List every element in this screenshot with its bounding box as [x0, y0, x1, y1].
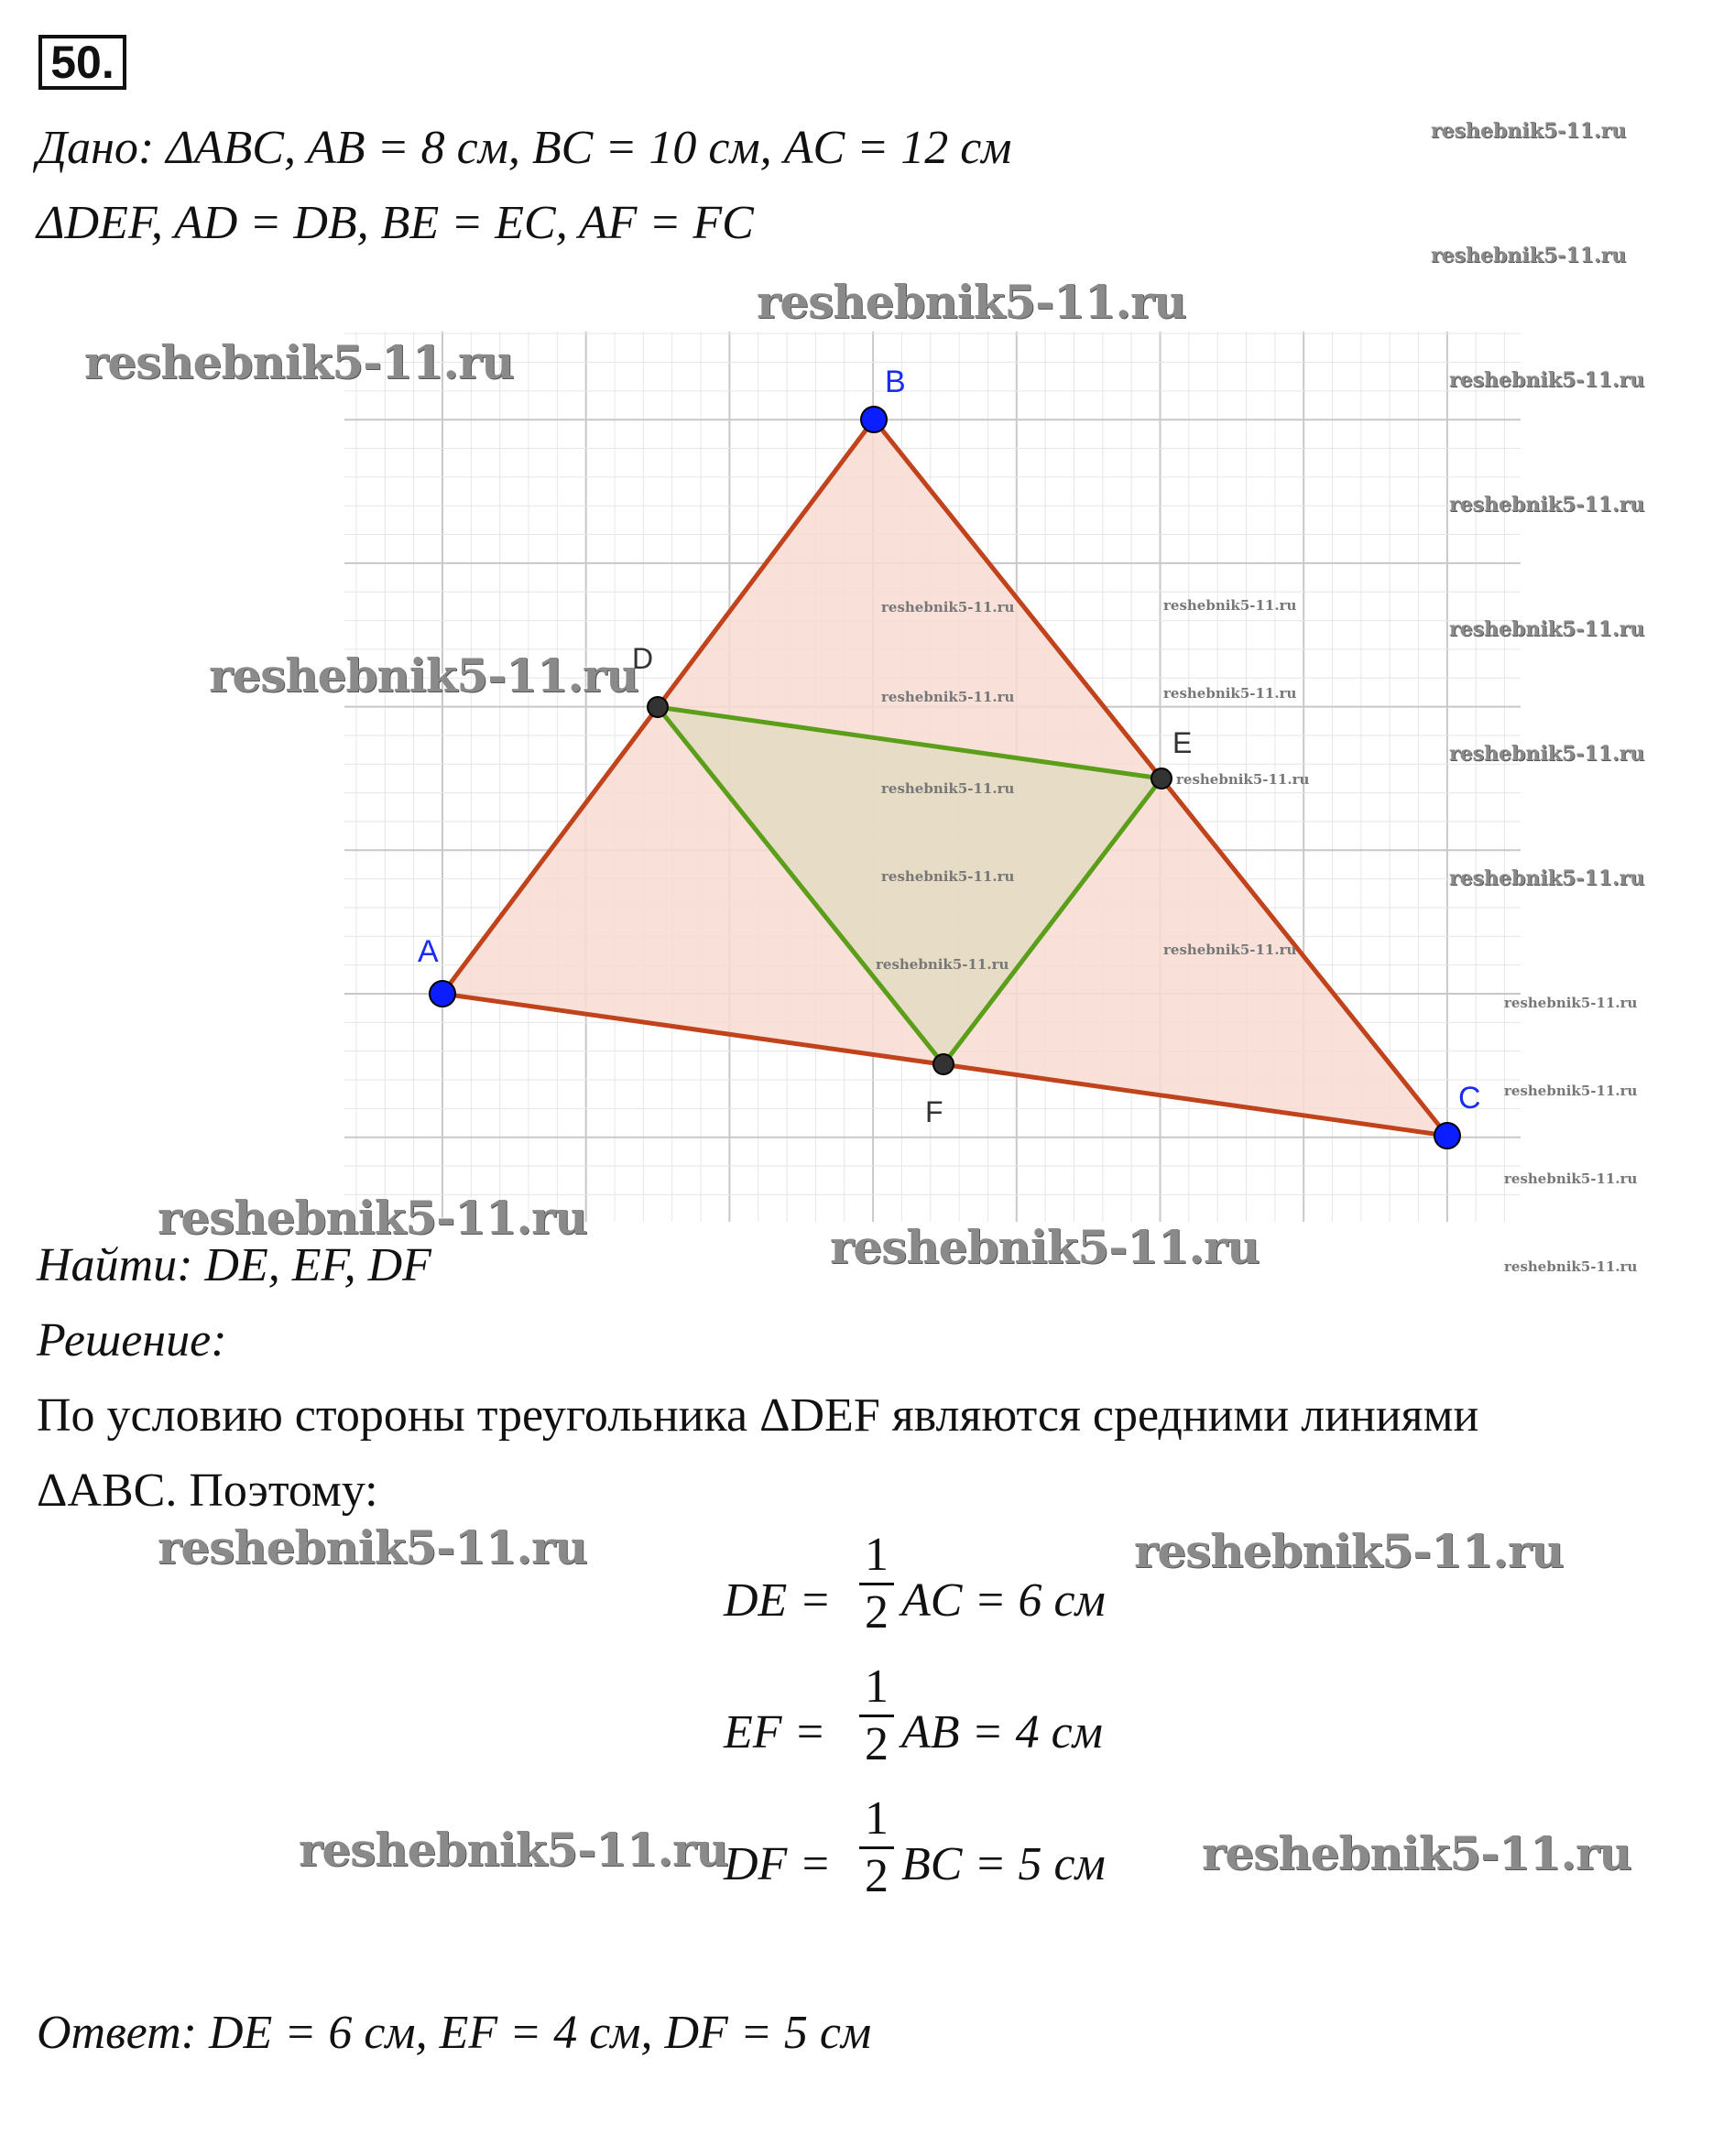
point-e — [1151, 768, 1172, 789]
watermark: reshebnik5-11.ru — [1163, 942, 1297, 958]
formula-de-rhs: AC = 6 см — [901, 1574, 1106, 1627]
solution-text-1: По условию стороны треугольника ΔDEF являются средними линиями — [37, 1389, 1479, 1442]
label-e: E — [1172, 726, 1193, 759]
watermark: reshebnik5-11.ru — [1449, 742, 1645, 766]
watermark: reshebnik5-11.ru — [881, 689, 1015, 705]
watermark: reshebnik5-11.ru — [158, 1520, 587, 1574]
watermark: reshebnik5-11.ru — [209, 648, 638, 702]
watermark: reshebnik5-11.ru — [881, 780, 1015, 797]
watermark: reshebnik5-11.ru — [1163, 597, 1297, 614]
label-b: B — [885, 365, 906, 399]
label-d: D — [632, 642, 654, 675]
watermark: reshebnik5-11.ru — [881, 868, 1015, 885]
problem-number: 50. — [38, 35, 126, 90]
label-c: C — [1458, 1081, 1481, 1116]
watermark: reshebnik5-11.ru — [1449, 617, 1645, 641]
watermark: reshebnik5-11.ru — [830, 1220, 1259, 1274]
fraction-ef — [859, 1661, 894, 1770]
watermark: reshebnik5-11.ru — [876, 956, 1009, 973]
given-line-1 — [37, 121, 1012, 175]
fraction-numerator: 1 — [865, 1661, 889, 1713]
fraction-df — [859, 1793, 894, 1902]
formula-df: DF = — [724, 1838, 832, 1890]
watermark: reshebnik5-11.ru — [1134, 1524, 1564, 1578]
formula-ef: EF = — [724, 1706, 826, 1759]
watermark: reshebnik5-11.ru — [1449, 493, 1645, 517]
watermark: reshebnik5-11.ru — [1504, 1083, 1638, 1099]
find-line — [37, 1238, 431, 1292]
watermark: reshebnik5-11.ru — [1176, 771, 1310, 788]
label-f: F — [925, 1095, 943, 1128]
find-label: Найти — [37, 1239, 178, 1291]
watermark: reshebnik5-11.ru — [1504, 1171, 1638, 1187]
watermark: reshebnik5-11.ru — [1449, 368, 1645, 392]
watermark: reshebnik5-11.ru — [881, 599, 1015, 615]
watermark: reshebnik5-11.ru — [158, 1191, 587, 1245]
formula-ef-rhs: AB = 4 см — [901, 1706, 1103, 1759]
point-c — [1434, 1123, 1460, 1149]
fraction-denominator: 2 — [865, 1718, 889, 1770]
watermark: reshebnik5-11.ru — [299, 1823, 728, 1877]
formula-de: DE = — [724, 1574, 832, 1627]
watermark: reshebnik5-11.ru — [1202, 1826, 1631, 1880]
fraction-denominator: 2 — [865, 1586, 889, 1639]
watermark: reshebnik5-11.ru — [1163, 685, 1297, 702]
fraction-de — [859, 1530, 894, 1639]
watermark: reshebnik5-11.ru — [1449, 866, 1645, 890]
watermark: reshebnik5-11.ru — [1504, 1258, 1638, 1275]
answer-label: Ответ — [37, 2007, 181, 2059]
watermark: reshebnik5-11.ru — [757, 275, 1186, 329]
answer-text: : DE = 6 см, EF = 4 см, DF = 5 см — [180, 2007, 872, 2059]
given-line-2: ΔDEF, AD = DB, BE = EC, AF = FC — [37, 197, 754, 249]
watermark: reshebnik5-11.ru — [1431, 119, 1627, 143]
formula-df-rhs: BC = 5 см — [901, 1838, 1106, 1890]
label-a: A — [418, 934, 439, 969]
solution-label: Решение — [37, 1314, 212, 1367]
given-label: Дано — [37, 122, 138, 174]
point-f — [933, 1054, 954, 1074]
given-text-1: : ΔABC, AB = 8 см, BC = 10 см, AC = 12 см — [137, 122, 1012, 174]
watermark: reshebnik5-11.ru — [84, 335, 514, 389]
fraction-numerator: 1 — [865, 1792, 889, 1845]
solution-text-2: ΔABC. Поэтому: — [37, 1465, 378, 1517]
solution-heading — [37, 1313, 227, 1367]
triangle-figure — [339, 330, 1530, 1227]
point-d — [648, 697, 668, 717]
answer-line — [37, 2006, 871, 2060]
watermark: reshebnik5-11.ru — [1431, 244, 1627, 267]
find-text: : DE, EF, DF — [177, 1239, 431, 1291]
point-b — [861, 407, 887, 432]
point-a — [430, 981, 455, 1007]
watermark: reshebnik5-11.ru — [1504, 995, 1638, 1011]
solution-colon: : — [211, 1314, 227, 1367]
fraction-denominator: 2 — [865, 1850, 889, 1902]
fraction-numerator: 1 — [865, 1529, 889, 1581]
